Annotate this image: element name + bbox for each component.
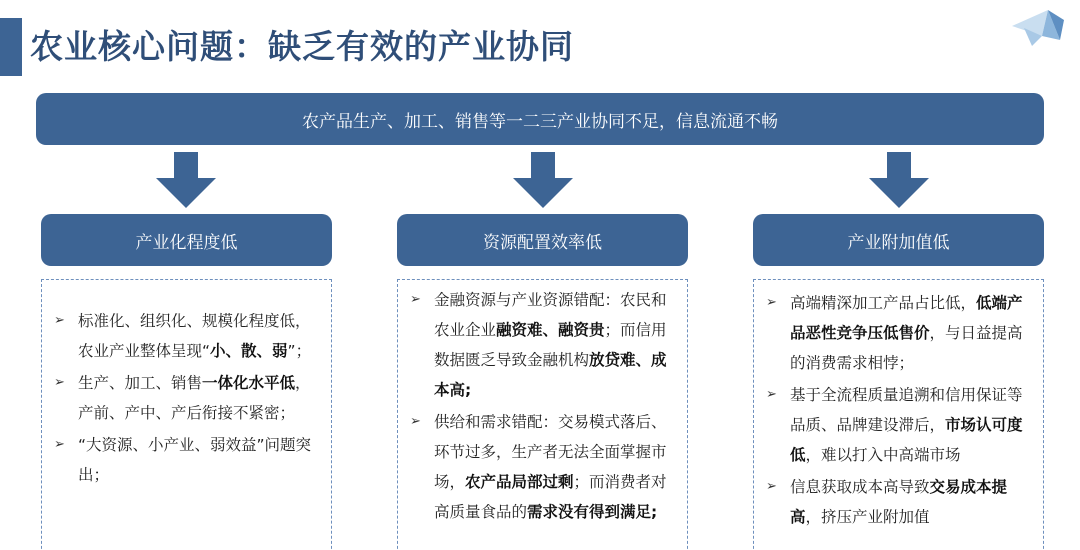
arrow-bullet-icon: ➢ [54,437,65,452]
list-item: ➢ 基于全流程质量追溯和信用保证等品质、品牌建设滞后，市场认可度低，难以打入中高端市场 [764,380,1033,470]
column-box-added-value [753,279,1044,550]
bullet-list [52,306,321,490]
arrow-bullet-icon: ➢ [410,292,421,307]
list-item: ➢ 标准化、组织化、规模化程度低，农业产业整体呈现“小、散、弱”； [52,306,321,366]
list-item: ➢ 供给和需求错配：交易模式落后、环节过多，生产者无法全面掌握市场，农产品局部过剩；而消费者对高质量食品的需求没有得到满足; [408,407,677,527]
list-item: ➢ 高端精深加工产品占比低，低端产品恶性竞争压低售价，与日益提高的消费需求相悖； [764,288,1033,378]
arrow-bullet-icon: ➢ [766,295,777,310]
column-box-industrialization [41,279,332,550]
arrow-down-icon [511,152,575,208]
title-accent-bar [0,18,22,76]
list-item: ➢ 信息获取成本高导致交易成本提高，挤压产业附加值 [764,472,1033,532]
bullet-list [764,288,1033,532]
arrow-bullet-icon: ➢ [766,479,777,494]
column-header-added-value: 产业附加值低 [753,214,1044,266]
paper-plane-triangle-icon [1002,6,1066,50]
summary-banner: 农产品生产、加工、销售等一二三产业协同不足，信息流通不畅 [36,93,1044,145]
arrow-down-icon [867,152,931,208]
list-item: ➢ 金融资源与产业资源错配：农民和农业企业融资难、融资贵；而信用数据匮乏导致金融机构放贷难、成本高; [408,285,677,405]
arrow-bullet-icon: ➢ [54,313,65,328]
arrow-bullet-icon: ➢ [766,387,777,402]
column-box-resource-allocation [397,279,688,550]
bullet-list [408,285,677,527]
list-item: ➢ “大资源、小产业、弱效益”问题突出； [52,430,321,490]
arrow-down-icon [154,152,218,208]
column-header-industrialization: 产业化程度低 [41,214,332,266]
arrow-bullet-icon: ➢ [54,375,65,390]
column-header-resource-allocation: 资源配置效率低 [397,214,688,266]
arrow-bullet-icon: ➢ [410,414,421,429]
list-item: ➢ 生产、加工、销售一体化水平低，产前、产中、产后衔接不紧密； [52,368,321,428]
page-title: 农业核心问题：缺乏有效的产业协同 [30,27,574,66]
